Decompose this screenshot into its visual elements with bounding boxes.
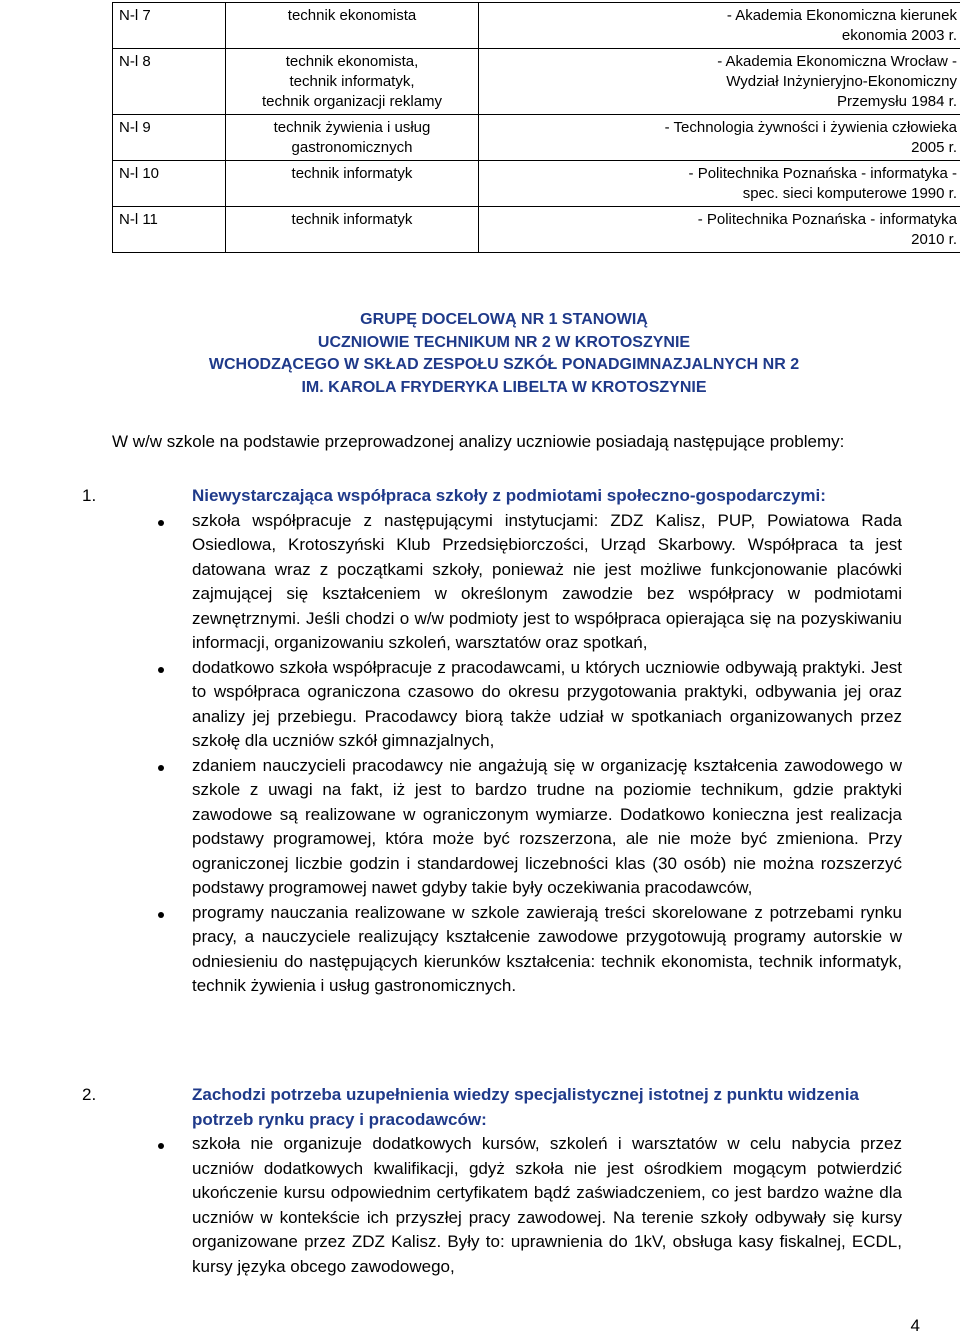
problem-section-2 bbox=[82, 1083, 902, 1279]
education-cell bbox=[479, 207, 960, 253]
specialization-line: technik ekonomista bbox=[287, 7, 417, 24]
list-item bbox=[112, 754, 902, 901]
bullet-icon bbox=[158, 765, 164, 771]
education-line: - Akademia Ekonomiczna kierunek bbox=[726, 7, 957, 24]
specialization-cell bbox=[226, 207, 479, 253]
section-heading bbox=[82, 1083, 902, 1132]
heading-line: UCZNIOWIE TECHNIKUM NR 2 W KROTOSZYNIE bbox=[317, 333, 691, 351]
education-line: - Politechnika Poznańska - informatyka - bbox=[688, 165, 957, 182]
heading-line: WCHODZĄCEGO W SKŁAD ZESPOŁU SZKÓŁ PONADGIMNAZJALNYCH NR 2 bbox=[208, 356, 800, 373]
heading-line: GRUPĘ DOCELOWĄ NR 1 STANOWIĄ bbox=[360, 311, 648, 328]
problem-section-1 bbox=[82, 484, 902, 999]
table-row bbox=[113, 3, 960, 49]
bullet-icon bbox=[158, 1143, 164, 1149]
intro-paragraph: W w/w szkole na podstawie przeprowadzonej analizy uczniowie posiadają następujące problemy: bbox=[112, 432, 845, 451]
teacher-cell: N-l 10 bbox=[113, 161, 226, 207]
teacher-cell: N-l 8 bbox=[113, 49, 226, 115]
teacher-cell: N-l 7 bbox=[113, 3, 226, 49]
specialization-cell bbox=[226, 115, 479, 161]
specialization-line: technik informatyk, bbox=[289, 73, 415, 90]
table-row bbox=[113, 115, 960, 161]
education-line: - Politechnika Poznańska - informatyka bbox=[697, 211, 957, 228]
bullet-icon bbox=[158, 912, 164, 918]
heading-line: IM. KAROLA FRYDERYKA LIBELTA W KROTOSZYNIE bbox=[301, 378, 707, 396]
education-cell bbox=[479, 161, 960, 207]
list-item bbox=[112, 656, 902, 754]
education-line: 2010 r. bbox=[911, 231, 957, 248]
education-line: Przemysłu 1984 r. bbox=[836, 93, 957, 110]
teacher-cell: N-l 9 bbox=[113, 115, 226, 161]
list-item-text: programy nauczania realizowane w szkole zawierają treści skorelowane z potrzebami rynku pracy, a nauczyciele realizujący kształcenie zawodowe przygotowują programy autorskie w odniesieniu do następujących kierunków kształcenia: technik ekonomista, technik informatyk, technik żywienia i usług gastronomicznych. bbox=[192, 902, 902, 995]
education-line: ekonomia 2003 r. bbox=[841, 27, 957, 44]
education-cell bbox=[479, 115, 960, 161]
section-title: Zachodzi potrzeba uzupełnienia wiedzy specjalistycznej istotnej z punktu widzenia potrzeb rynku pracy i pracodawców: bbox=[192, 1085, 859, 1129]
specialization-line: technik ekonomista, bbox=[285, 53, 419, 70]
target-group-heading bbox=[112, 309, 896, 399]
specialization-line: technik informatyk bbox=[291, 165, 413, 182]
table-row bbox=[113, 161, 960, 207]
education-line: Wydział Inżynieryjno-Ekonomiczny bbox=[726, 73, 957, 90]
list-item-text: szkoła nie organizuje dodatkowych kursów, szkoleń i warsztatów w celu nabycia przez uczniów dodatkowych kwalifikacji, gdyż szkoła nie jest ośrodkiem mogącym potwierdzić ukończenie kursu odpowiednim certyfikatem bądź zaświadczeniem, co jest bardzo ważne dla uczniów w kontekście ich przyszłej pracy zawodowej. Na terenie szkoły odbywały się kursy organizowane przez ZDZ Kalisz. Były to: uprawnienia do 1kV, obsługa kasy fiskalnej, ECDL, kursy języka obcego zawodowego, bbox=[192, 1134, 902, 1276]
staff-table-container bbox=[112, 2, 956, 253]
specialization-cell bbox=[226, 3, 479, 49]
education-line: spec. sieci komputerowe 1990 r. bbox=[742, 185, 957, 202]
bullet-icon bbox=[158, 667, 164, 673]
specialization-line: technik informatyk bbox=[291, 211, 413, 228]
section-number: 1. bbox=[82, 486, 97, 505]
list-item-text: zdaniem nauczycieli pracodawcy nie angażują się w organizację kształcenia zawodowego w szkole z uwagi na fakt, iż jest to bardzo trudne na poziomie technikum, gdzie praktyki zawodowe są realizowane w ograniczonym wymiarze. Dodatkowo konieczna jest realizacja podstawy programowej, która może być rozszerzona, ale nie może być zmieniona. Przy ograniczonej liczbie godzin i standardowej liczebności klas (30 osób) nie można rozszerzyć podstawy programowej nawet gdyby takie były oczekiwania pracodawców, bbox=[192, 755, 902, 897]
education-cell bbox=[479, 49, 960, 115]
section-number: 2. bbox=[82, 1085, 97, 1104]
section-heading bbox=[82, 484, 902, 509]
education-line: 2005 r. bbox=[911, 139, 957, 156]
list-item-text: szkoła współpracuje z następującymi instytucjami: ZDZ Kalisz, PUP, Powiatowa Rada Osiedlowa, Krotoszyński Klub Przedsiębiorczości, Urząd Skarbowy. Współpraca ta jest datowana wraz z początkami szkoły, ponieważ nie jest możliwe funkcjonowanie placówki zajmującej się kształceniem w określonym zawodzie bez współpracy w podmiotami zewnętrznymi. Jeśli chodzi o w/w podmioty jest to współpraca opierająca się na pozyskiwaniu informacji, organizowaniu szkoleń, warsztatów oraz spotkań, bbox=[192, 510, 902, 652]
bullet-list bbox=[112, 1132, 902, 1279]
specialization-line: gastronomicznych bbox=[291, 139, 413, 156]
page-number: 4 bbox=[910, 1316, 920, 1335]
teacher-cell: N-l 11 bbox=[113, 207, 226, 253]
table-row bbox=[113, 49, 960, 115]
education-cell bbox=[479, 3, 960, 49]
list-item bbox=[112, 901, 902, 999]
specialization-line: technik organizacji reklamy bbox=[261, 93, 443, 110]
education-line: - Technologia żywności i żywienia człowieka bbox=[664, 119, 957, 136]
list-item bbox=[112, 509, 902, 656]
staff-table bbox=[112, 2, 960, 253]
education-line: - Akademia Ekonomiczna Wrocław - bbox=[717, 53, 957, 70]
section-title: Niewystarczająca współpraca szkoły z podmiotami społeczno-gospodarczymi: bbox=[192, 486, 826, 505]
bullet-icon bbox=[158, 520, 164, 526]
specialization-line: technik żywienia i usług bbox=[273, 119, 431, 136]
specialization-cell bbox=[226, 49, 479, 115]
specialization-cell bbox=[226, 161, 479, 207]
list-item-text: dodatkowo szkoła współpracuje z pracodawcami, u których uczniowie odbywają praktyki. Jest to współpraca ograniczona czasowo do okresu przygotowania praktyki, odbywania jej oraz analizy jej przebiegu. Pracodawcy biorą także udział w spotkaniach organizowanych przez szkołę dla uczniów szkół gimnazjalnych, bbox=[192, 657, 902, 750]
table-row bbox=[113, 207, 960, 253]
bullet-list bbox=[112, 509, 902, 999]
list-item bbox=[112, 1132, 902, 1279]
